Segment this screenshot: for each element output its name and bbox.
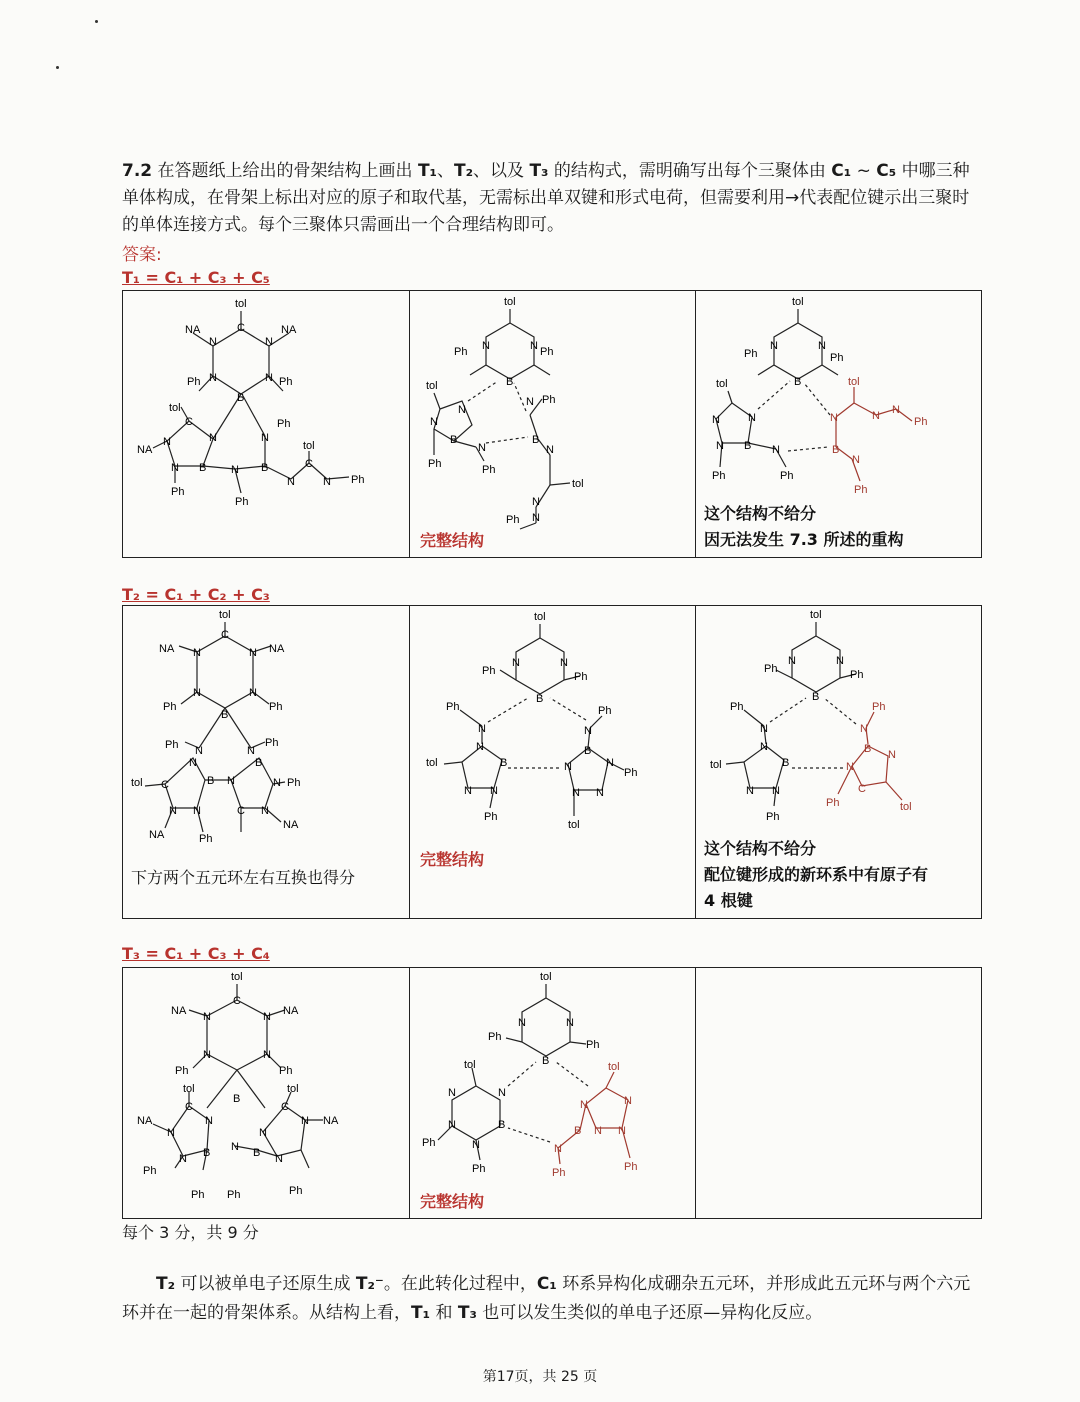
- structure-cell-empty: [696, 968, 983, 1218]
- structure-cell: [410, 968, 696, 1218]
- atom-label: N: [772, 444, 780, 456]
- atom-label: tol: [235, 298, 247, 310]
- atom-label: N: [265, 372, 273, 384]
- atom-label: Ph: [730, 701, 744, 713]
- atom-label: N: [193, 647, 201, 659]
- atom-label: N: [464, 785, 472, 797]
- structure-cell: [123, 606, 410, 918]
- atom-label: N: [231, 1141, 239, 1153]
- atom-label: Ph: [482, 665, 496, 677]
- atom-label: NA: [283, 819, 299, 831]
- atom-label: N: [566, 1017, 574, 1029]
- page-footer: 第17页，共 25 页: [482, 1369, 598, 1385]
- structure-table-t1: [122, 290, 982, 558]
- atom-label: B: [794, 376, 802, 388]
- atom-label: NA: [171, 1005, 187, 1017]
- cell-note: 这个结构不给分 因无法发生 7.3 所述的重构: [704, 504, 904, 549]
- atom-label: tol: [710, 759, 722, 771]
- atom-label: B: [864, 743, 872, 755]
- atom-label: N: [746, 785, 754, 797]
- atom-label: N: [209, 432, 217, 444]
- atom-label: C: [185, 1101, 193, 1113]
- atom-label: N: [247, 745, 255, 757]
- atom-label: tol: [303, 440, 315, 452]
- atom-label: tol: [131, 777, 143, 789]
- atom-label: Ph: [586, 1039, 600, 1051]
- atom-label: tol: [534, 611, 546, 623]
- atom-label: N: [448, 1119, 456, 1131]
- atom-label: tol: [464, 1059, 476, 1071]
- atom-label: N: [265, 336, 273, 348]
- atom-label: N: [760, 723, 768, 735]
- atom-label: Ph: [422, 1137, 436, 1149]
- scan-speck: [95, 20, 98, 23]
- section-label-t1: T₁ = C₁ + C₃ + C₅: [122, 268, 270, 287]
- score-note: 每个 3 分，共 9 分: [122, 1223, 259, 1242]
- atom-label: tol: [287, 1083, 299, 1095]
- atom-label: N: [606, 757, 614, 769]
- atom-label: tol: [716, 378, 728, 390]
- atom-label: N: [323, 476, 331, 488]
- atom-label: NA: [137, 444, 153, 456]
- atom-label: B: [199, 462, 207, 474]
- cell-note: 这个结构不给分 配位键形成的新环系中有原子有 4 根键: [704, 839, 929, 910]
- atom-label: Ph: [279, 1065, 293, 1077]
- atom-label: N: [227, 775, 235, 787]
- atom-label: N: [478, 723, 486, 735]
- atom-label: Ph: [289, 1185, 303, 1197]
- atom-label: N: [624, 1095, 632, 1107]
- atom-label: N: [584, 725, 592, 737]
- structure-cell: [123, 291, 410, 557]
- atom-label: NA: [149, 829, 165, 841]
- atom-label: Ph: [279, 376, 293, 388]
- atom-label: N: [287, 476, 295, 488]
- atom-label: N: [249, 647, 257, 659]
- atom-label: C: [221, 629, 229, 641]
- atom-label: N: [472, 1139, 480, 1151]
- atom-label: NA: [185, 324, 201, 336]
- atom-label: Ph: [484, 811, 498, 823]
- atom-label: N: [530, 340, 538, 352]
- atom-label: NA: [283, 1005, 299, 1017]
- atom-label: Ph: [269, 701, 283, 713]
- atom-label: Ph: [574, 671, 588, 683]
- atom-label: tol: [568, 819, 580, 831]
- atom-label: B: [498, 1119, 506, 1131]
- atom-label: N: [818, 340, 826, 352]
- atom-label: B: [261, 462, 269, 474]
- atom-label: C: [237, 322, 245, 334]
- atom-label: NA: [323, 1115, 339, 1127]
- atom-label: tol: [900, 801, 912, 813]
- atom-label: Ph: [506, 514, 520, 526]
- atom-label: N: [872, 410, 880, 422]
- atom-label: N: [263, 1011, 271, 1023]
- atom-label: Ph: [712, 470, 726, 482]
- atom-label: Ph: [766, 811, 780, 823]
- atom-label: B: [233, 1093, 241, 1105]
- atom-label: C: [237, 805, 245, 817]
- atom-label: N: [748, 412, 756, 424]
- atom-label: tol: [231, 971, 243, 983]
- atom-label: NA: [137, 1115, 153, 1127]
- structure-drawing: [123, 291, 410, 559]
- atom-label: N: [249, 687, 257, 699]
- atom-label: N: [167, 1127, 175, 1139]
- atom-label: N: [273, 777, 281, 789]
- atom-label: Ph: [277, 418, 291, 430]
- atom-label: N: [482, 340, 490, 352]
- atom-label: N: [526, 396, 534, 408]
- atom-label: C: [233, 995, 241, 1007]
- atom-label: N: [205, 1115, 213, 1127]
- atom-label: N: [203, 1011, 211, 1023]
- atom-label: B: [506, 376, 514, 388]
- atom-label: tol: [183, 1083, 195, 1095]
- atom-label: Ph: [624, 767, 638, 779]
- atom-label: N: [594, 1125, 602, 1137]
- atom-label: Ph: [227, 1189, 241, 1201]
- structure-cell: [696, 606, 983, 918]
- atom-label: N: [498, 1087, 506, 1099]
- atom-label: Ph: [428, 458, 442, 470]
- atom-label: B: [812, 691, 820, 703]
- atom-label: N: [209, 372, 217, 384]
- structure-drawing: [410, 291, 696, 559]
- structure-table-t2: [122, 605, 982, 919]
- atom-label: Ph: [187, 376, 201, 388]
- atom-label: tol: [848, 376, 860, 388]
- structure-table-t3: [122, 967, 982, 1219]
- section-label-t2: T₂ = C₁ + C₂ + C₃: [122, 585, 270, 604]
- structure-drawing: [123, 968, 410, 1220]
- atom-label: N: [546, 444, 554, 456]
- atom-label: tol: [608, 1061, 620, 1073]
- atom-label: Ph: [826, 797, 840, 809]
- atom-label: B: [744, 440, 752, 452]
- atom-label: N: [788, 655, 796, 667]
- atom-label: N: [179, 1153, 187, 1165]
- atom-label: N: [193, 687, 201, 699]
- structure-cell: [696, 291, 983, 557]
- atom-label: Ph: [744, 348, 758, 360]
- atom-label: tol: [572, 478, 584, 490]
- atom-label: B: [221, 709, 229, 721]
- atom-label: N: [830, 412, 838, 424]
- atom-label: N: [772, 785, 780, 797]
- atom-label: Ph: [872, 701, 886, 713]
- atom-label: Ph: [171, 486, 185, 498]
- atom-label: N: [448, 1087, 456, 1099]
- atom-label: N: [618, 1125, 626, 1137]
- atom-label: Ph: [624, 1161, 638, 1173]
- scan-speck: [56, 66, 59, 69]
- atom-label: Ph: [165, 739, 179, 751]
- atom-label: N: [572, 787, 580, 799]
- question-text: 7.2 在答题纸上给出的骨架结构上画出 T₁、T₂、以及 T₃ 的结构式，需明确写出每个三聚体由 C₁ ~ C₅ 中哪三种单体构成，在骨架上标出对应的原子和取代基，无需标出单双键和形式电荷，但需要利用→代表配位键示出三聚时的单体连接方式。每个三聚体只需画出一个合理结构即可。: [122, 161, 970, 235]
- atom-label: Ph: [488, 1031, 502, 1043]
- atom-label: N: [263, 1049, 271, 1061]
- atom-label: B: [450, 434, 458, 446]
- atom-label: B: [255, 757, 263, 769]
- atom-label: B: [203, 1147, 211, 1159]
- atom-label: N: [169, 805, 177, 817]
- atom-label: N: [476, 741, 484, 753]
- body-paragraph: T₂ 可以被单电子还原生成 T₂⁻。在此转化过程中，C₁ 环系异构化成硼杂五元环，并形成此五元环与两个六元环并在一起的骨架体系。从结构上看，T₁ 和 T₃ 也可以发生类似的单电子还原—异构化反应。: [122, 1274, 971, 1323]
- structure-drawing: [410, 606, 696, 920]
- answer-label: 答案:: [122, 245, 162, 265]
- atom-label: B: [536, 693, 544, 705]
- atom-label: C: [161, 779, 169, 791]
- atom-label: Ph: [830, 352, 844, 364]
- atom-label: Ph: [780, 470, 794, 482]
- atom-label: tol: [792, 296, 804, 308]
- atom-label: N: [580, 1099, 588, 1111]
- atom-label: B: [584, 745, 592, 757]
- atom-label: Ph: [854, 484, 868, 496]
- atom-label: N: [490, 785, 498, 797]
- atom-label: N: [564, 761, 572, 773]
- atom-label: tol: [540, 971, 552, 983]
- atom-label: N: [231, 464, 239, 476]
- atom-label: N: [716, 440, 724, 452]
- atom-label: Ph: [143, 1165, 157, 1177]
- section-label-t3: T₃ = C₁ + C₃ + C₄: [122, 944, 270, 963]
- atom-label: B: [574, 1125, 582, 1137]
- atom-label: tol: [169, 402, 181, 414]
- atom-label: B: [237, 392, 245, 404]
- atom-label: N: [275, 1153, 283, 1165]
- atom-label: tol: [504, 296, 516, 308]
- atom-label: N: [430, 416, 438, 428]
- cell-note: 完整结构: [420, 531, 485, 550]
- atom-label: N: [518, 1017, 526, 1029]
- atom-label: N: [163, 436, 171, 448]
- atom-label: tol: [219, 609, 231, 621]
- cell-note: 完整结构: [420, 1192, 485, 1211]
- atom-label: Ph: [175, 1065, 189, 1077]
- atom-label: N: [478, 442, 486, 454]
- atom-label: N: [560, 657, 568, 669]
- atom-label: Ph: [163, 701, 177, 713]
- atom-label: tol: [810, 609, 822, 621]
- atom-label: Ph: [235, 496, 249, 508]
- structure-cell: [410, 291, 696, 557]
- atom-label: NA: [159, 643, 175, 655]
- atom-label: N: [259, 1127, 267, 1139]
- atom-label: C: [281, 1101, 289, 1113]
- atom-label: N: [261, 432, 269, 444]
- atom-label: C: [858, 783, 866, 795]
- atom-label: N: [512, 657, 520, 669]
- atom-label: tol: [426, 757, 438, 769]
- atom-label: N: [712, 414, 720, 426]
- atom-label: N: [554, 1143, 562, 1155]
- atom-label: N: [193, 805, 201, 817]
- atom-label: N: [261, 805, 269, 817]
- atom-label: tol: [426, 380, 438, 392]
- structure-cell: [123, 968, 410, 1218]
- atom-label: Ph: [265, 737, 279, 749]
- atom-label: N: [209, 336, 217, 348]
- atom-label: Ph: [764, 663, 778, 675]
- atom-label: Ph: [850, 669, 864, 681]
- atom-label: N: [836, 655, 844, 667]
- atom-label: N: [596, 787, 604, 799]
- atom-label: Ph: [540, 346, 554, 358]
- atom-label: Ph: [552, 1167, 566, 1179]
- atom-label: Ph: [351, 474, 365, 486]
- atom-label: C: [185, 416, 193, 428]
- atom-label: NA: [269, 643, 285, 655]
- atom-label: B: [542, 1055, 550, 1067]
- atom-label: Ph: [191, 1189, 205, 1201]
- cell-note: 下方两个五元环左右互换也得分: [131, 868, 356, 887]
- atom-label: N: [888, 749, 896, 761]
- atom-label: N: [760, 741, 768, 753]
- atom-label: Ph: [914, 416, 928, 428]
- atom-label: N: [770, 340, 778, 352]
- structure-drawing: [410, 968, 696, 1220]
- atom-label: Ph: [446, 701, 460, 713]
- atom-label: B: [532, 434, 540, 446]
- atom-label: N: [171, 462, 179, 474]
- atom-label: Ph: [199, 833, 213, 845]
- atom-label: N: [892, 404, 900, 416]
- atom-label: B: [500, 757, 508, 769]
- atom-label: Ph: [287, 777, 301, 789]
- atom-label: N: [532, 512, 540, 524]
- atom-label: Ph: [454, 346, 468, 358]
- atom-label: N: [860, 723, 868, 735]
- atom-label: Ph: [598, 705, 612, 717]
- atom-label: Ph: [482, 464, 496, 476]
- atom-label: N: [203, 1049, 211, 1061]
- atom-label: C: [305, 458, 313, 470]
- atom-label: N: [846, 761, 854, 773]
- atom-label: Ph: [542, 394, 556, 406]
- atom-label: B: [207, 775, 215, 787]
- atom-label: B: [832, 444, 840, 456]
- atom-label: N: [532, 496, 540, 508]
- atom-label: N: [195, 745, 203, 757]
- atom-label: Ph: [472, 1163, 486, 1175]
- structure-cell: [410, 606, 696, 918]
- atom-label: B: [782, 757, 790, 769]
- atom-label: B: [253, 1147, 261, 1159]
- atom-label: NA: [281, 324, 297, 336]
- atom-label: N: [301, 1115, 309, 1127]
- cell-note: 完整结构: [420, 850, 485, 869]
- atom-label: N: [852, 454, 860, 466]
- atom-label: N: [458, 404, 466, 416]
- atom-label: N: [189, 757, 197, 769]
